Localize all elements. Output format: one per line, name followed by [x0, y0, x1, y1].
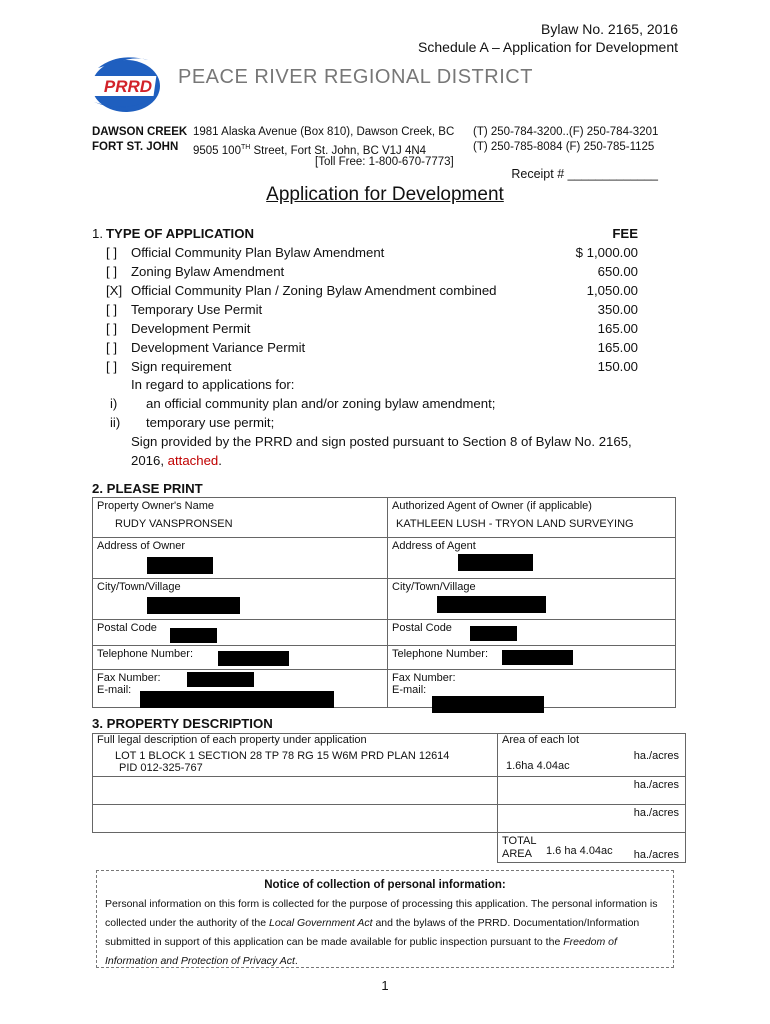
application-type-row[interactable]: [92, 358, 638, 376]
receipt-number: Receipt # _____________: [511, 167, 658, 181]
page-number: 1: [381, 978, 389, 993]
redacted-agent-phone: [502, 650, 573, 665]
application-fee: 350.00: [597, 302, 638, 317]
dawson-phone: (T) 250-784-3200..(F) 250-784-3201: [473, 126, 659, 138]
section1-header: [92, 225, 638, 243]
logo-text: PRRD: [103, 77, 153, 96]
dawson-label: DAWSON CREEK: [92, 126, 188, 138]
bylaw-header: [418, 20, 678, 56]
owner-city-cell[interactable]: City/Town/Village: [93, 579, 388, 620]
application-checkbox[interactable]: [ ]: [106, 264, 117, 279]
application-fee: 150.00: [597, 359, 638, 374]
notice-title: Notice of collection of personal information:: [264, 879, 506, 891]
dawson-address: 1981 Alaska Avenue (Box 810), Dawson Creek, BC: [193, 126, 455, 138]
application-checkbox[interactable]: [ ]: [106, 245, 117, 260]
application-fee: 650.00: [597, 264, 638, 279]
prrd-logo: [88, 50, 166, 116]
property-table: [92, 733, 686, 863]
application-type-label: Official Community Plan / Zoning Bylaw Amendment combined: [131, 283, 497, 298]
foi-act: Freedom of Information and Protection of Privacy Act: [105, 936, 617, 967]
redacted-agent-city: [437, 596, 546, 613]
owner-address-cell[interactable]: Address of Owner: [93, 538, 388, 579]
redacted-owner-city: [147, 597, 240, 614]
sign-item-ii: ii) temporary use permit;: [110, 415, 275, 430]
agent-name-value: KATHLEEN LUSH - TRYON LAND SURVEYING: [396, 518, 634, 530]
area-value-1: 1.6ha 4.04ac: [506, 759, 570, 772]
schedule-line: Schedule A – Application for Development: [418, 39, 678, 55]
owner-name-value: RUDY VANSPRONSEN: [115, 518, 233, 530]
fsj-phone: (T) 250-785-8084 (F) 250-785-1125: [473, 141, 655, 153]
application-fee: 165.00: [597, 340, 638, 355]
area-cell-2[interactable]: [498, 776, 686, 804]
application-checkbox[interactable]: [ ]: [106, 321, 117, 336]
toll-free: [Toll Free: 1-800-670-7773]: [315, 156, 454, 168]
application-fee: $ 1,000.00: [575, 245, 638, 260]
application-type-row[interactable]: [92, 244, 638, 262]
application-checkbox[interactable]: [ ]: [106, 302, 117, 317]
application-type-label: Official Community Plan Bylaw Amendment: [131, 245, 385, 260]
attached-link: attached: [167, 453, 219, 468]
redacted-agent-postal: [470, 626, 517, 641]
application-checkbox[interactable]: [ ]: [106, 359, 117, 374]
sign-intro: In regard to applications for:: [131, 377, 295, 392]
agent-city-cell[interactable]: City/Town/Village: [388, 579, 676, 620]
redacted-owner-email: [140, 691, 334, 708]
unit-3: ha./acres: [633, 806, 679, 819]
legal-line-2: PID 012-325-767: [119, 761, 203, 774]
redacted-owner-fax: [187, 672, 254, 687]
unit-2: ha./acres: [633, 778, 679, 791]
org-name: PEACE RIVER REGIONAL DISTRICT: [178, 66, 533, 88]
redacted-agent-email: [432, 696, 544, 713]
section2-heading: 2. PLEASE PRINT: [92, 481, 203, 496]
application-type-row[interactable]: [92, 320, 638, 338]
application-checkbox[interactable]: [X]: [106, 283, 123, 298]
agent-fax-email-cell[interactable]: Fax Number: E-mail:: [388, 670, 676, 708]
area-header: Area of each lot: [498, 734, 686, 748]
fsj-label: FORT ST. JOHN: [92, 141, 179, 153]
legal-header: Full legal description of each property under application: [93, 734, 498, 748]
fsj-address: 9505 100TH Street, Fort St. John, BC V1J 4N4: [193, 144, 427, 157]
owner-postal-cell[interactable]: Postal Code: [93, 620, 388, 646]
legal-description-cell-3[interactable]: [93, 804, 498, 832]
application-type-row[interactable]: [92, 263, 638, 281]
legal-line-1: LOT 1 BLOCK 1 SECTION 28 TP 78 RG 15 W6M PRD PLAN 12614: [115, 749, 450, 762]
application-fee: 1,050.00: [586, 283, 638, 298]
section1-heading: TYPE OF APPLICATION: [106, 226, 254, 241]
redacted-owner-postal: [170, 628, 217, 643]
application-type-label: Temporary Use Permit: [131, 302, 263, 317]
owner-name-cell[interactable]: [93, 498, 388, 538]
sign-note-line1: Sign provided by the PRRD and sign posted pursuant to Section 8 of Bylaw No. 2165,: [131, 434, 632, 449]
agent-name-cell[interactable]: [388, 498, 676, 538]
owner-name-label: Property Owner's Name: [97, 500, 215, 512]
local-government-act: Local Government Act: [269, 917, 373, 929]
redacted-owner-phone: [218, 651, 289, 666]
application-type-label: Development Permit: [131, 321, 251, 336]
application-type-row[interactable]: [92, 282, 638, 300]
agent-label: Authorized Agent of Owner (if applicable): [392, 500, 592, 512]
unit-1: ha./acres: [633, 749, 679, 762]
section3-heading: 3. PROPERTY DESCRIPTION: [92, 716, 273, 731]
page-title: Application for Development: [266, 184, 504, 205]
application-type-label: Sign requirement: [131, 359, 232, 374]
sign-item-i: i) an official community plan and/or zoning bylaw amendment;: [110, 396, 496, 411]
agent-phone-cell[interactable]: Telephone Number:: [388, 646, 676, 670]
bylaw-number: Bylaw No. 2165, 2016: [541, 21, 678, 37]
privacy-notice: [96, 870, 674, 968]
agent-postal-cell[interactable]: Postal Code: [388, 620, 676, 646]
total-unit: ha./acres: [633, 848, 679, 861]
total-label-2: AREA: [502, 847, 532, 860]
agent-address-cell[interactable]: Address of Agent: [388, 538, 676, 579]
area-cell-3[interactable]: [498, 804, 686, 832]
notice-body: Personal information on this form is collected for the purpose of processing this application. The personal information is collected under the authority of the Local Government Act and the bylaws of the PRRD. Documentation/Information submitted in support of this application can be made available for public inspection pursuant to the Freedom of Information and Protection of Privacy Act.: [105, 898, 658, 967]
application-type-label: Development Variance Permit: [131, 340, 306, 355]
application-type-label: Zoning Bylaw Amendment: [131, 264, 285, 279]
owner-phone-cell[interactable]: Telephone Number:: [93, 646, 388, 670]
legal-description-cell-2[interactable]: [93, 776, 498, 804]
total-value: 1.6 ha 4.04ac: [546, 844, 613, 857]
legal-description-cell[interactable]: [93, 748, 498, 777]
total-label-1: TOTAL: [502, 834, 537, 847]
application-type-row[interactable]: [92, 301, 638, 319]
sign-note-line2: 2016, attached.: [131, 453, 222, 468]
total-area-cell[interactable]: [498, 832, 686, 862]
owner-fax-email-cell[interactable]: Fax Number: E-mail:: [93, 670, 388, 708]
redacted-owner-address: [147, 557, 213, 574]
redacted-agent-address: [458, 554, 533, 571]
application-type-row[interactable]: [92, 339, 638, 357]
area-cell-1[interactable]: [498, 748, 686, 777]
section1-number: 1.: [92, 226, 103, 241]
application-fee: 165.00: [597, 321, 638, 336]
application-checkbox[interactable]: [ ]: [106, 340, 117, 355]
fee-heading: FEE: [612, 226, 638, 241]
